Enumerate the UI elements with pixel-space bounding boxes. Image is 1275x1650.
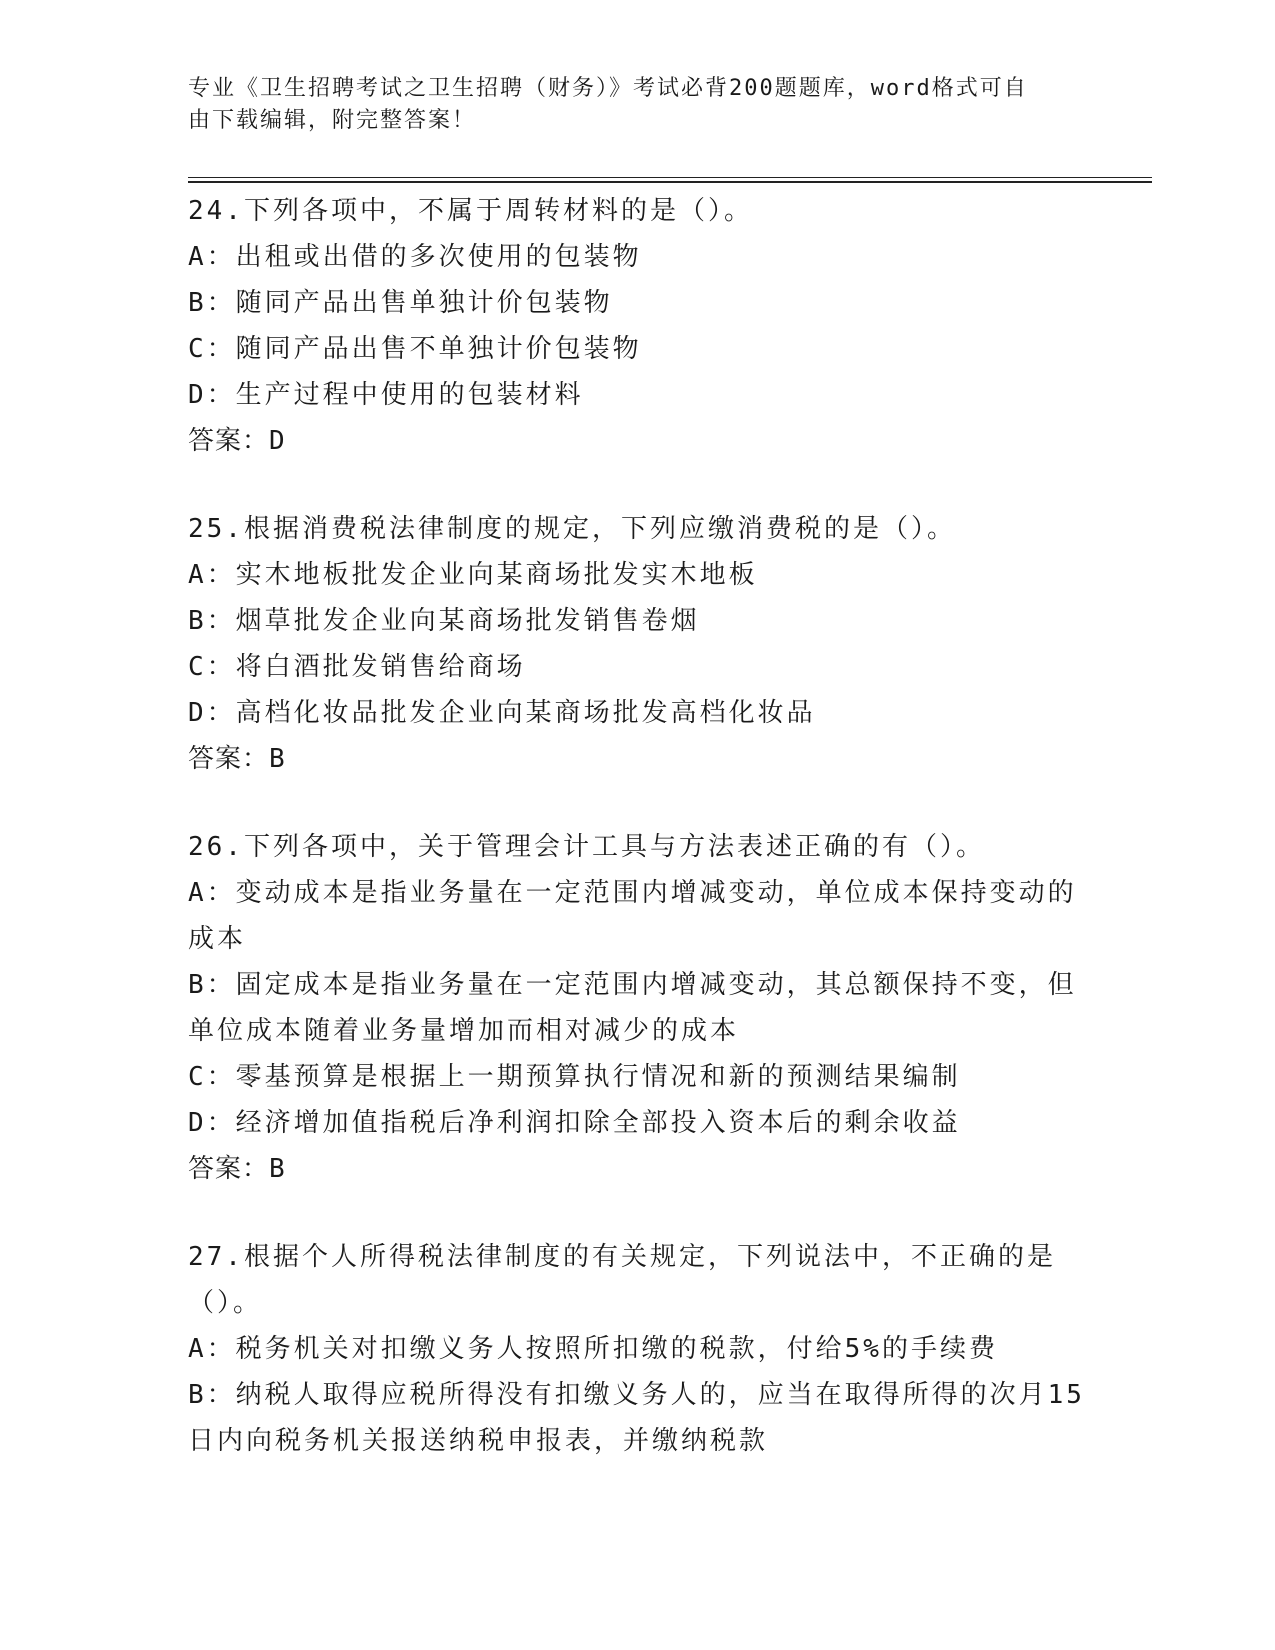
- option-d: D：经济增加值指税后净利润扣除全部投入资本后的剩余收益: [188, 1108, 961, 1138]
- question-27: [188, 1234, 1088, 1464]
- option-c: C：零基预算是根据上一期预算执行情况和新的预测结果编制: [188, 1062, 961, 1092]
- option-a: A：税务机关对扣缴义务人按照所扣缴的税款，付给5%的手续费: [188, 1334, 998, 1364]
- option-b: B：纳税人取得应税所得没有扣缴义务人的，应当在取得所得的次月15日内向税务机关报送纳税申报表，并缴纳税款: [188, 1380, 1085, 1456]
- answer-line: [188, 1146, 1088, 1192]
- option-d: D：生产过程中使用的包装材料: [188, 380, 584, 410]
- question-26: [188, 824, 1088, 1192]
- option-c: C：将白酒批发销售给商场: [188, 652, 526, 682]
- answer-value: B: [269, 744, 286, 774]
- answer-value: D: [269, 426, 286, 456]
- answer-line: [188, 736, 1088, 782]
- question-stem: 25.根据消费税法律制度的规定，下列应缴消费税的是（）。: [188, 514, 956, 544]
- question-stem: 27.根据个人所得税法律制度的有关规定，下列说法中，不正确的是（）。: [188, 1242, 1056, 1318]
- question-stem: 24.下列各项中，不属于周转材料的是（）。: [188, 196, 753, 226]
- option-b: B：烟草批发企业向某商场批发销售卷烟: [188, 606, 700, 636]
- option-a: A：变动成本是指业务量在一定范围内增减变动，单位成本保持变动的成本: [188, 878, 1077, 954]
- option-b: B：随同产品出售单独计价包装物: [188, 288, 613, 318]
- answer-label: 答案：: [188, 1154, 270, 1184]
- option-a: A：实木地板批发企业向某商场批发实木地板: [188, 560, 758, 590]
- option-c: C：随同产品出售不单独计价包装物: [188, 334, 642, 364]
- answer-label: 答案：: [188, 744, 270, 774]
- header-divider-thin: [188, 177, 1152, 178]
- option-b: B：固定成本是指业务量在一定范围内增减变动，其总额保持不变，但单位成本随着业务量增加而相对减少的成本: [188, 970, 1077, 1046]
- answer-label: 答案：: [188, 426, 270, 456]
- option-a: A：出租或出借的多次使用的包装物: [188, 242, 642, 272]
- header-divider-thick: [188, 181, 1152, 183]
- question-25: [188, 506, 1088, 782]
- document-header: [188, 73, 1088, 137]
- question-list: [188, 188, 1088, 1506]
- header-line-1: 专业《卫生招聘考试之卫生招聘（财务）》考试必背200题题库，word格式可自: [188, 76, 1028, 101]
- answer-line: [188, 418, 1088, 464]
- question-stem: 26.下列各项中，关于管理会计工具与方法表述正确的有（）。: [188, 832, 985, 862]
- answer-value: B: [269, 1154, 286, 1184]
- option-d: D：高档化妆品批发企业向某商场批发高档化妆品: [188, 698, 816, 728]
- question-24: [188, 188, 1088, 464]
- header-line-2: 由下载编辑，附完整答案！: [188, 108, 477, 133]
